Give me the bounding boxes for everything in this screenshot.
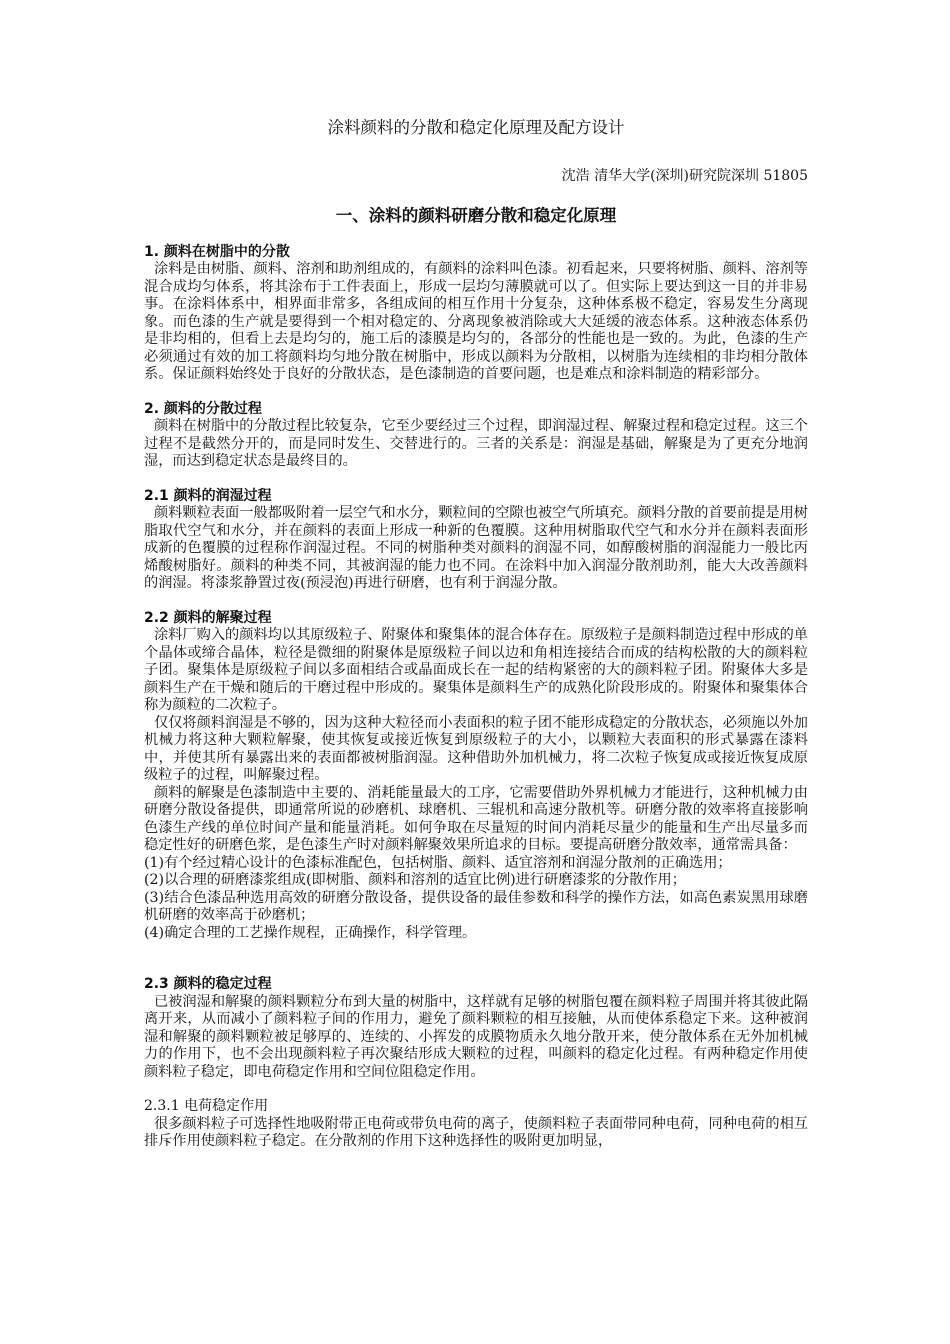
document-title: 涂料颜料的分散和稳定化原理及配方设计 <box>327 118 625 137</box>
list-item: (2)以合理的研磨漆浆组成(即树脂、颜料和溶剂的适宜比例)进行研磨漆浆的分散作用； <box>144 872 686 888</box>
list-item: (1)有个经过精心设计的色漆标准配色，包括树脂、颜料、适宜溶剂和润湿分散剂的正确选用； <box>144 854 732 871</box>
section-2-1 <box>144 488 808 593</box>
paragraph: 颜料颗粒表面一般都吸附着一层空气和水分，颗粒间的空隙也被空气所填充。颜料分散的首要前提是用树脂取代空气和水分，并在颜料的表面上形成一种新的色覆膜。这种用树脂取代空气和水分并在颜料表面形成新的色覆膜的过程称作润湿过程。不同的树脂种类对颜料的润湿不同，如醇酸树脂的润湿能力一般比丙烯酸树脂好。颜料的种类不同，其被润湿的能力也不同。在涂料中加入润湿分散剂助剂，能大大改善颜料的润湿。将漆浆静置过夜(预浸泡)再进行研磨，也有利于润湿分散。 <box>144 505 808 591</box>
paragraph: 仅仅将颜料润湿是不够的，因为这种大粒径而小表面积的粒子团不能形成稳定的分散状态，必须施以外加机械力将这种大颗粒解聚，使其恢复或接近恢复到原级粒子的大小，以颗粒大表面积的形式暴露在漆料中，并使其所有暴露出来的表面都被树脂润湿。这种借助外加机械力，将二次粒子恢复成或接近恢复成原级粒子的过程，叫解聚过程。 <box>144 714 808 783</box>
paragraph: 颜料在树脂中的分散过程比较复杂，它至少要经过三个过程，即润湿过程、解聚过程和稳定过程。这三个过程不是截然分开的，而是同时发生、交替进行的。三者的关系是：润湿是基础，解聚是为了更充分地润湿，而达到稳定状态是最终目的。 <box>144 418 808 469</box>
list-item: (4)确定合理的工艺操作规程，正确操作，科学管理。 <box>144 924 477 941</box>
section-2-2 <box>144 610 808 943</box>
author-line: 沈浩 清华大学(深圳)研究院深圳 51805 <box>561 168 808 184</box>
paragraph: 颜料的解聚是色漆制造中主要的、消耗能量最大的工序，它需要借助外界机械力才能进行，这种机械力由研磨分散设备提供，即通常所说的砂磨机、球磨机、三辊机和高速分散机等。研磨分散的效率将直接影响色漆生产线的单位时间产量和能量消耗。如何争取在尽量短的时间内消耗尽量少的能量和生产出尽量多而稳定性好的研磨色浆，是色漆生产时对颜料解聚效果所追求的目标。要提高研磨分散效率，通常需具备： <box>144 784 808 853</box>
section-2-3-1 <box>144 1098 808 1151</box>
section-2 <box>144 401 808 471</box>
section-2-3 <box>144 976 808 1081</box>
list-item: (3)结合色漆品种选用高效的研磨分散设备，提供设备的最佳参数和科学的操作方法，如高色素炭黑用球磨机研磨的效率高于砂磨机； <box>144 889 808 923</box>
section-heading: 1. 颜料在树脂中的分散 <box>144 243 290 260</box>
chapter-heading: 一、涂料的颜料研磨分散和稳定化原理 <box>335 205 617 225</box>
section-heading: 2.3 颜料的稳定过程 <box>144 976 272 992</box>
section-1 <box>144 244 808 384</box>
paragraph: 涂料是由树脂、颜料、溶剂和助剂组成的，有颜料的涂料叫色漆。初看起来，只要将树脂、颜料、溶剂等混合成均匀体系，将其涂布于工件表面上，形成一层均匀薄膜就可以了。但实际上要达到这一目的并非易事。在涂料体系中，相界面非常多，各组成间的相互作用十分复杂，这种体系极不稳定，容易发生分离现象。而色漆的生产就是要得到一个相对稳定的、分离现象被消除或大大延缓的液态体系。这种液态体系仍是非均相的，但看上去是均匀的，施工后的漆膜是均匀的，各部分的性能也是一致的。为此，色漆的生产必须通过有效的加工将颜料均匀地分散在树脂中，形成以颜料为分散相，以树脂为连续相的非均相分散体系。保证颜料始终处于良好的分散状态，是色漆制造的首要问题，也是难点和涂料制造的精彩部分。 <box>144 261 808 382</box>
paragraph: 涂料厂购入的颜料均以其原级粒子、附聚体和聚集体的混合体存在。原级粒子是颜料制造过程中形成的单个晶体或缔合晶体，粒径是微细的附聚体是原级粒子间以边和角相连接结合而成的结构松散的大的颜料粒子团。聚集体是原级粒子间以多面相结合或晶面成长在一起的结构紧密的大的颜料粒子团。附聚体大多是颜料生产在干燥和随后的干磨过程中形成的。聚集体是颜料生产的成熟化阶段形成的。附聚体和聚集体合称为颜粒的二次粒子。 <box>144 627 808 713</box>
section-heading: 2.1 颜料的润湿过程 <box>144 487 272 504</box>
paragraph: 很多颜料粒子可选择性地吸附带正电荷或带负电荷的离子，使颜料粒子表面带同种电荷，同种电荷的相互排斥作用使颜料粒子稳定。在分散剂的作用下这种选择性的吸附更加明显， <box>144 1115 808 1149</box>
subsection-heading: 2.3.1 电荷稳定作用 <box>144 1098 269 1114</box>
section-heading: 2.2 颜料的解聚过程 <box>144 609 272 626</box>
section-heading: 2. 颜料的分散过程 <box>144 400 262 417</box>
paragraph: 已被润湿和解聚的颜料颗粒分布到大量的树脂中，这样就有足够的树脂包覆在颜料粒子周围并将其彼此隔离开来，从而减小了颜料粒子间的作用力，避免了颜料颗粒的相互接触，从而使体系稳定下来。这种被润湿和解聚的颜料颗粒被足够厚的、连续的、小挥发的成膜物质永久地分散开来，使分散体系在无外加机械力的作用下，也不会出现颜料粒子再次聚结形成大颗粒的过程，叫颜料的稳定化过程。有两种稳定作用使颜料粒子稳定，即电荷稳定作用和空间位阻稳定作用。 <box>144 993 808 1080</box>
